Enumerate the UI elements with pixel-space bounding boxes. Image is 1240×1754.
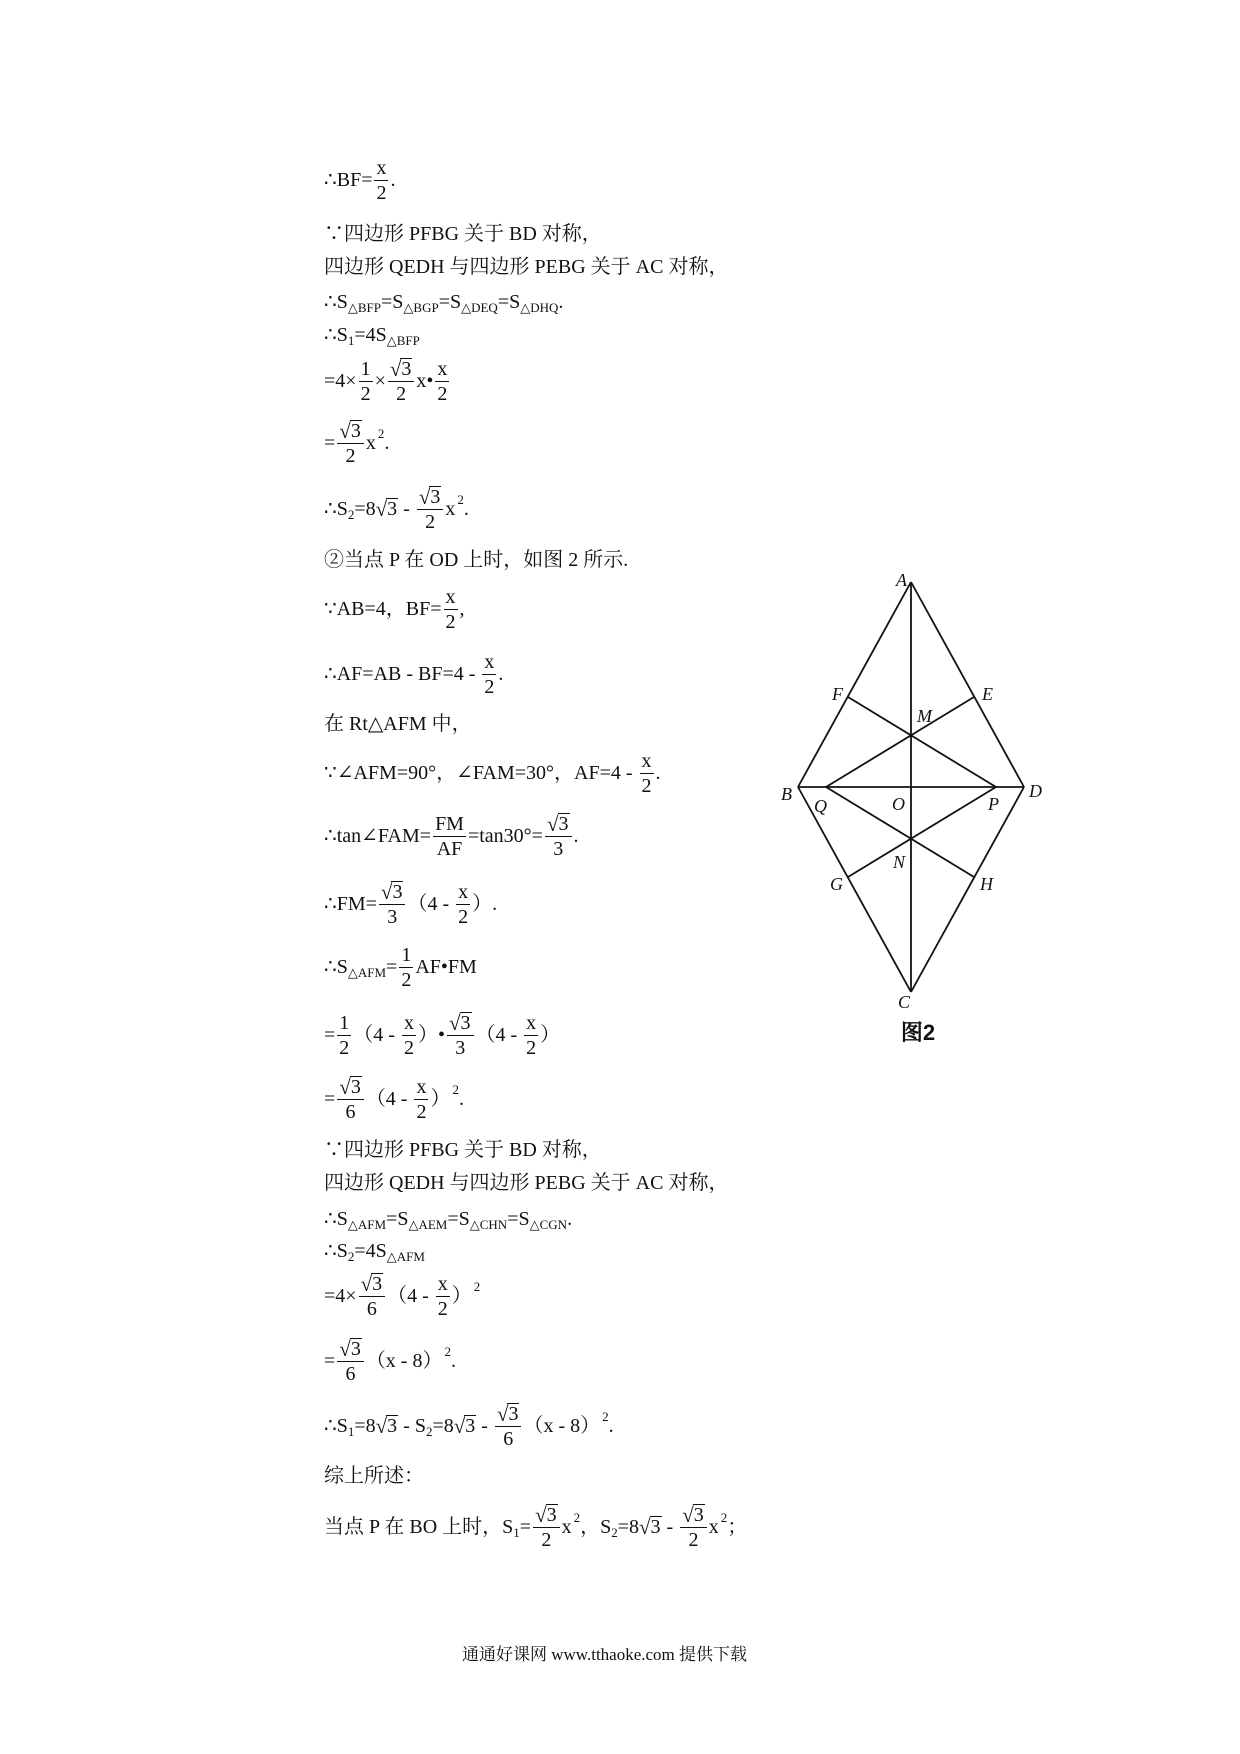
fraction xyxy=(359,358,373,405)
text-run: = xyxy=(386,955,398,978)
fraction-denominator: 6 xyxy=(495,1426,522,1450)
fraction-numerator xyxy=(337,420,364,443)
fraction xyxy=(533,1504,560,1551)
text-run: ∴S xyxy=(324,1414,348,1437)
fraction-numerator: 1 xyxy=(360,357,371,380)
square-root xyxy=(339,1076,362,1098)
subscript: 2 xyxy=(425,1423,433,1439)
subscript: 1 xyxy=(347,332,355,348)
label-c: C xyxy=(898,992,911,1012)
fraction xyxy=(524,1012,538,1059)
text-run: ∵四边形 PFBG 关于 BD 对称， xyxy=(324,222,602,245)
radicand: √ 3 xyxy=(372,1272,383,1295)
text-run: ）. xyxy=(472,892,498,915)
superscript: 2 xyxy=(573,1509,581,1525)
square-root xyxy=(339,420,362,442)
text-run: ） xyxy=(451,1284,472,1307)
text-run: - xyxy=(398,497,415,520)
side-ad xyxy=(911,582,1024,787)
fraction-denominator: 2 xyxy=(416,1100,427,1123)
label-a: A xyxy=(896,570,907,590)
square-root xyxy=(361,1273,384,1295)
fraction-denominator: 2 xyxy=(437,382,448,405)
text-run: - xyxy=(661,1515,679,1538)
fraction xyxy=(436,1273,450,1320)
text-run: ∴S xyxy=(324,497,348,520)
side-bc xyxy=(798,787,911,992)
square-root xyxy=(535,1504,558,1526)
fraction xyxy=(545,813,572,860)
fraction-numerator: 1 xyxy=(401,943,412,966)
text-run: （4 - xyxy=(407,892,455,915)
square-root xyxy=(639,1516,662,1538)
subscript: △DHQ xyxy=(520,299,559,315)
text-run: AF•FM xyxy=(415,955,477,978)
fraction xyxy=(399,944,413,991)
radicand: √ 3 xyxy=(508,1402,519,1425)
text-run: ∴S xyxy=(324,1207,348,1230)
text-run: x xyxy=(365,431,376,454)
fraction xyxy=(417,486,444,533)
page-footer: 通通好课网 www.tthaoke.com 提供下载 xyxy=(462,1645,748,1664)
fraction xyxy=(337,1076,364,1123)
text-run: （4 - xyxy=(387,1284,434,1307)
label-g: G xyxy=(830,874,843,894)
fraction-numerator: x xyxy=(437,357,448,380)
subscript: 2 xyxy=(347,506,355,522)
text-run: （x - 8） xyxy=(365,1349,443,1372)
text-run: ∵∠AFM=90°，∠FAM=30°，AF=4 - xyxy=(324,761,638,784)
fraction-numerator xyxy=(388,358,415,381)
superscript: 2 xyxy=(457,491,464,507)
subscript: △AEM xyxy=(408,1216,448,1232)
text-run: =S xyxy=(386,1207,409,1230)
fraction-denominator: 2 xyxy=(401,968,412,991)
fraction-numerator xyxy=(545,813,572,836)
text-run: =S xyxy=(438,290,462,313)
subscript: △BGP xyxy=(403,299,439,315)
text-run: = xyxy=(324,431,336,454)
text-run: . xyxy=(573,824,579,847)
fraction-denominator: 2 xyxy=(437,1297,448,1320)
subscript: △BFP xyxy=(347,299,381,315)
text-run: - xyxy=(476,1414,493,1437)
fraction-denominator: 2 xyxy=(417,509,444,533)
fraction xyxy=(680,1504,707,1551)
fraction-denominator: 2 xyxy=(526,1036,537,1059)
radicand: √ 3 xyxy=(350,1075,361,1098)
segment-eq xyxy=(826,697,974,787)
radicand: √ 3 xyxy=(350,1337,361,1360)
fraction-numerator xyxy=(337,1338,364,1361)
superscript: 2 xyxy=(602,1408,609,1424)
radicand: √ 3 xyxy=(546,1503,557,1526)
subscript: △AFM xyxy=(347,1216,387,1232)
text-run: ∴AF=AB - BF=4 - xyxy=(324,662,481,685)
text-run: . xyxy=(390,168,396,191)
text-run: =S xyxy=(381,290,404,313)
text-run: . xyxy=(558,290,564,313)
fraction xyxy=(388,358,415,405)
text-run: =8 xyxy=(354,497,376,520)
label-d: D xyxy=(1029,781,1042,801)
superscript: 2 xyxy=(452,1081,459,1097)
text-run: . xyxy=(463,497,469,520)
fraction-denominator: 2 xyxy=(388,381,415,405)
fraction-denominator: 2 xyxy=(403,1036,414,1059)
fraction-numerator: x xyxy=(416,1075,427,1098)
text-run: =S xyxy=(507,1207,530,1230)
fraction xyxy=(337,1338,364,1385)
text-run: =4× xyxy=(324,369,357,392)
text-run: 在 Rt△AFM 中， xyxy=(324,712,472,735)
subscript: △DEQ xyxy=(461,299,498,315)
text-run: =4S xyxy=(354,323,387,346)
text-run: 四边形 QEDH 与四边形 PEBG 关于 AC 对称， xyxy=(324,1171,729,1194)
fraction xyxy=(337,420,364,467)
text-run: - S xyxy=(398,1414,426,1437)
text-run: ∴S xyxy=(324,323,348,346)
fraction-denominator: 2 xyxy=(680,1527,707,1551)
fraction-denominator: 2 xyxy=(339,1036,350,1059)
fraction xyxy=(435,358,449,405)
radicand: √ 3 xyxy=(465,1415,476,1437)
label-m: M xyxy=(917,706,932,726)
segment-gp xyxy=(848,787,996,877)
fraction xyxy=(402,1012,416,1059)
side-dc xyxy=(911,787,1024,992)
fraction-denominator: 2 xyxy=(337,443,364,467)
text-run: （x - 8） xyxy=(523,1414,601,1437)
label-p: P xyxy=(988,794,999,814)
text-run: ） xyxy=(430,1087,451,1110)
square-root xyxy=(454,1415,477,1437)
fraction xyxy=(337,1012,351,1059)
fraction-numerator xyxy=(533,1504,560,1527)
radicand: √ 3 xyxy=(430,485,441,508)
fraction-denominator: 6 xyxy=(359,1296,386,1320)
text-run: （4 - xyxy=(353,1023,400,1046)
text-run: x xyxy=(445,497,456,520)
text-run: =4× xyxy=(324,1284,357,1307)
text-run: , xyxy=(459,597,465,620)
fraction xyxy=(379,881,406,928)
text-run: =8 xyxy=(432,1414,454,1437)
fraction-numerator: x xyxy=(484,650,495,673)
radicand: √ 3 xyxy=(392,880,403,903)
fraction xyxy=(414,1076,428,1123)
figure-caption: 图2 xyxy=(900,1020,936,1045)
rhombus-figure xyxy=(770,560,1070,1050)
fraction xyxy=(495,1403,522,1450)
text-run: ）• xyxy=(417,1023,445,1046)
fraction-denominator: 6 xyxy=(337,1361,364,1385)
label-f: F xyxy=(832,684,843,704)
fraction-denominator: 3 xyxy=(545,836,572,860)
square-root xyxy=(449,1012,472,1034)
subscript: △AFM xyxy=(347,964,387,980)
text-run: = xyxy=(324,1349,336,1372)
label-b: B xyxy=(781,784,792,804)
text-run: ∴S xyxy=(324,290,348,313)
text-run: x• xyxy=(416,369,434,392)
fraction xyxy=(359,1273,386,1320)
fraction-numerator: x xyxy=(403,1011,414,1034)
subscript: 2 xyxy=(347,1248,355,1264)
text-run: x xyxy=(561,1515,572,1538)
fraction xyxy=(456,881,470,928)
text-run: . xyxy=(655,761,661,784)
superscript: 2 xyxy=(444,1343,451,1359)
text-run: ∴S xyxy=(324,1239,348,1262)
text-run: . xyxy=(450,1349,456,1372)
fraction-numerator xyxy=(680,1504,707,1527)
text-run: . xyxy=(458,1087,464,1110)
text-run: . xyxy=(567,1207,573,1230)
text-run: =8 xyxy=(354,1414,376,1437)
fraction-numerator: 1 xyxy=(339,1011,350,1034)
radicand: √ 3 xyxy=(387,498,398,520)
square-root xyxy=(547,813,570,835)
square-root xyxy=(390,358,413,380)
radicand: √ 3 xyxy=(650,1516,661,1538)
radicand: √ 3 xyxy=(350,419,361,442)
superscript: 2 xyxy=(377,425,385,441)
label-q: Q xyxy=(814,796,827,816)
text-run: ） xyxy=(540,1023,561,1046)
subscript: △CGN xyxy=(529,1216,568,1232)
text-run: 综上所述： xyxy=(324,1464,424,1487)
text-run: × xyxy=(374,369,386,392)
fraction-numerator: x xyxy=(376,156,387,179)
text-run: ，S xyxy=(580,1515,612,1538)
text-run: =4S xyxy=(354,1239,387,1262)
superscript: 2 xyxy=(473,1278,481,1294)
text-run: = xyxy=(324,1087,336,1110)
fraction xyxy=(444,586,458,633)
text-run: =S xyxy=(497,290,521,313)
fraction-denominator: 2 xyxy=(458,905,469,928)
text-run: . xyxy=(608,1414,614,1437)
radicand: √ 3 xyxy=(460,1011,471,1034)
square-root xyxy=(376,1415,399,1437)
fraction-denominator: 3 xyxy=(379,904,406,928)
square-root xyxy=(339,1338,362,1360)
text-run: ∵AB=4，BF= xyxy=(324,597,442,620)
superscript: 2 xyxy=(720,1509,728,1525)
fraction xyxy=(640,750,654,797)
subscript: 1 xyxy=(347,1423,355,1439)
subscript: 1 xyxy=(513,1524,520,1540)
fraction xyxy=(374,157,388,204)
text-run: （4 - xyxy=(475,1023,523,1046)
text-run: . xyxy=(498,662,504,685)
text-run: ∴BF= xyxy=(324,168,373,191)
fraction-numerator xyxy=(417,486,444,509)
text-run: 当点 P 在 BO 上时，S xyxy=(324,1515,514,1538)
fraction-denominator: 2 xyxy=(533,1527,560,1551)
fraction-denominator: 2 xyxy=(360,382,371,405)
label-e: E xyxy=(982,684,993,704)
fraction-numerator xyxy=(447,1012,474,1035)
fraction-numerator xyxy=(379,881,406,904)
side-ab xyxy=(798,582,911,787)
label-n: N xyxy=(893,852,906,872)
square-root xyxy=(376,498,399,520)
fraction xyxy=(433,813,466,860)
square-root xyxy=(419,486,442,508)
fraction-numerator: FM xyxy=(435,812,464,835)
text-run: = xyxy=(519,1515,532,1538)
text-run: ②当点 P 在 OD 上时，如图 2 所示. xyxy=(324,548,629,571)
text-run: = xyxy=(324,1023,336,1046)
text-run: . xyxy=(384,431,390,454)
text-run: ∴FM= xyxy=(324,892,377,915)
radicand: √ 3 xyxy=(558,812,569,835)
fraction-numerator: x xyxy=(641,749,652,772)
text-run: 四边形 QEDH 与四边形 PEBG 关于 AC 对称， xyxy=(324,255,729,278)
text-run: ； xyxy=(727,1515,748,1538)
fraction xyxy=(447,1012,474,1059)
subscript: 2 xyxy=(611,1524,618,1540)
subscript: △CHN xyxy=(469,1216,508,1232)
fraction-numerator xyxy=(359,1273,386,1296)
fraction-denominator: 2 xyxy=(376,181,387,204)
radicand: √ 3 xyxy=(401,357,412,380)
subscript: △AFM xyxy=(386,1248,425,1264)
square-root xyxy=(381,881,404,903)
fraction xyxy=(482,651,496,698)
fraction-denominator: 3 xyxy=(447,1035,474,1059)
fraction-denominator: 2 xyxy=(445,610,456,633)
square-root xyxy=(682,1504,705,1526)
label-o: O xyxy=(892,794,905,814)
text-run: =tan30°= xyxy=(467,824,543,847)
fraction-numerator: x xyxy=(437,1272,448,1295)
subscript: △BFP xyxy=(386,332,420,348)
fraction-numerator: x xyxy=(445,585,456,608)
text-run: ∴S xyxy=(324,955,348,978)
text-run: x xyxy=(708,1515,719,1538)
radicand: √ 3 xyxy=(693,1503,704,1526)
fraction-denominator: 2 xyxy=(641,774,652,797)
fraction-numerator: x xyxy=(526,1011,537,1034)
square-root xyxy=(497,1403,520,1425)
fraction-denominator: 2 xyxy=(484,675,495,698)
text-run: ∵四边形 PFBG 关于 BD 对称， xyxy=(324,1138,602,1161)
fraction-numerator xyxy=(495,1403,522,1426)
radicand: √ 3 xyxy=(387,1415,398,1437)
text-run: （4 - xyxy=(365,1087,413,1110)
fraction-numerator xyxy=(337,1076,364,1099)
text-run: =8 xyxy=(617,1515,640,1538)
fraction-denominator: AF xyxy=(433,836,466,860)
fraction-denominator: 6 xyxy=(337,1099,364,1123)
text-run: =S xyxy=(447,1207,470,1230)
text-run: ∴tan∠FAM= xyxy=(324,824,432,847)
label-h: H xyxy=(980,874,993,894)
fraction-numerator: x xyxy=(458,880,469,903)
